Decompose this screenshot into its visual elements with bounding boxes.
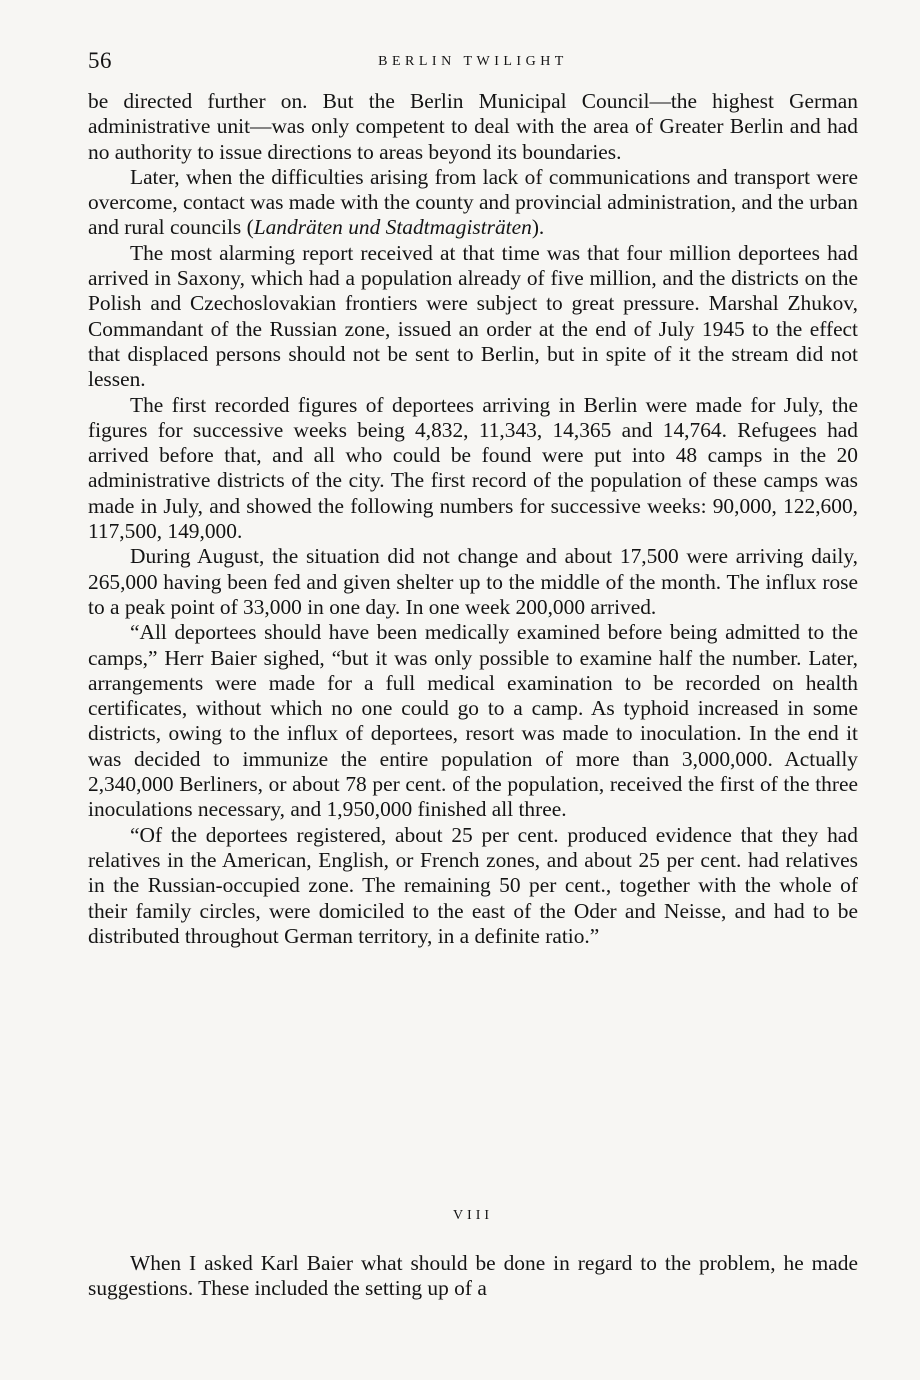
body-text bbox=[88, 89, 858, 949]
paragraph-councils bbox=[88, 165, 858, 241]
paragraph-continued: be directed further on. But the Berlin Municipal Council—the highest German administrative unit—was only competent to deal with the area of Greater Berlin and had no authority to issue directions to areas beyond its boundaries. bbox=[88, 89, 858, 164]
page-number: 56 bbox=[88, 48, 112, 73]
paragraph-august: During August, the situation did not change and about 17,500 were arriving daily, 265,000 having been fed and given shelter up to the middle of the month. The influx rose to a peak point of 33,000 in one day. In one week 200,000 arrived. bbox=[88, 544, 858, 619]
paragraph-councils-text: Later, when the difficulties arising from lack of communications and transport were overcome, contact was made with the county and provincial administration, and the urban and rural councils ( bbox=[88, 164, 858, 240]
section-heading: VIII bbox=[452, 1208, 494, 1223]
paragraph-saxony-report: The most alarming report received at that time was that four million deportees had arrived in Saxony, which had a population already of five million, and the districts on the Polish and Czechoslovakian frontiers were subject to great pressure. Marshal Zhukov, Commandant of the Russian zone, issued an order at the end of July 1945 to the effect that displaced persons should not be sent to Berlin, but in spite of it the stream did not lessen. bbox=[88, 240, 858, 392]
section-body-text bbox=[88, 1251, 858, 1302]
paragraph-medical-quote: “All deportees should have been medically examined before being admitted to the camps,” Herr Baier sighed, “but it was only possible to examine half the number. Later, arrangements were made for a full medical examination to be recorded on health certificates, without which no one could go to a camp. As typhoid increased in some districts, owing to the influx of deportees, resort was made to inoculation. In the end it was decided to immunize the entire population of more than 3,000,000. Actually 2,340,000 Berliners, or about 78 per cent. of the population, received the first of the three inoculations necessary, and 1,950,000 finished all three. bbox=[88, 620, 858, 822]
paragraph-section-start: When I asked Karl Baier what should be done in regard to the problem, he made suggestions. These included the setting up of a bbox=[88, 1251, 858, 1301]
paragraph-july-figures: The first recorded figures of deportees arriving in Berlin were made for July, the figures for successive weeks being 4,832, 11,343, 14,365 and 14,764. Refugees had arrived before that, and all who could be found were put into 48 camps in the 20 administrative districts of the city. The first record of the population of these camps was made in July, and showed the following numbers for successive weeks: 90,000, 122,600, 117,500, 149,000. bbox=[88, 392, 858, 544]
paragraph-deportee-quote: “Of the deportees registered, about 25 per cent. produced evidence that they had relatives in the American, English, or French zones, and about 25 per cent. had relatives in the Russian-occupied zone. The remaining 50 per cent., together with the whole of their family circles, were domiciled to the east of the Oder and Neisse, and had to be distributed throughout German territory, in a definite ratio.” bbox=[88, 822, 858, 948]
running-head bbox=[88, 46, 858, 80]
running-title: BERLIN TWILIGHT bbox=[378, 54, 568, 69]
paragraph-councils-end: ). bbox=[531, 215, 545, 240]
german-council-terms: Landräten und Stadtmagisträten bbox=[253, 215, 532, 240]
